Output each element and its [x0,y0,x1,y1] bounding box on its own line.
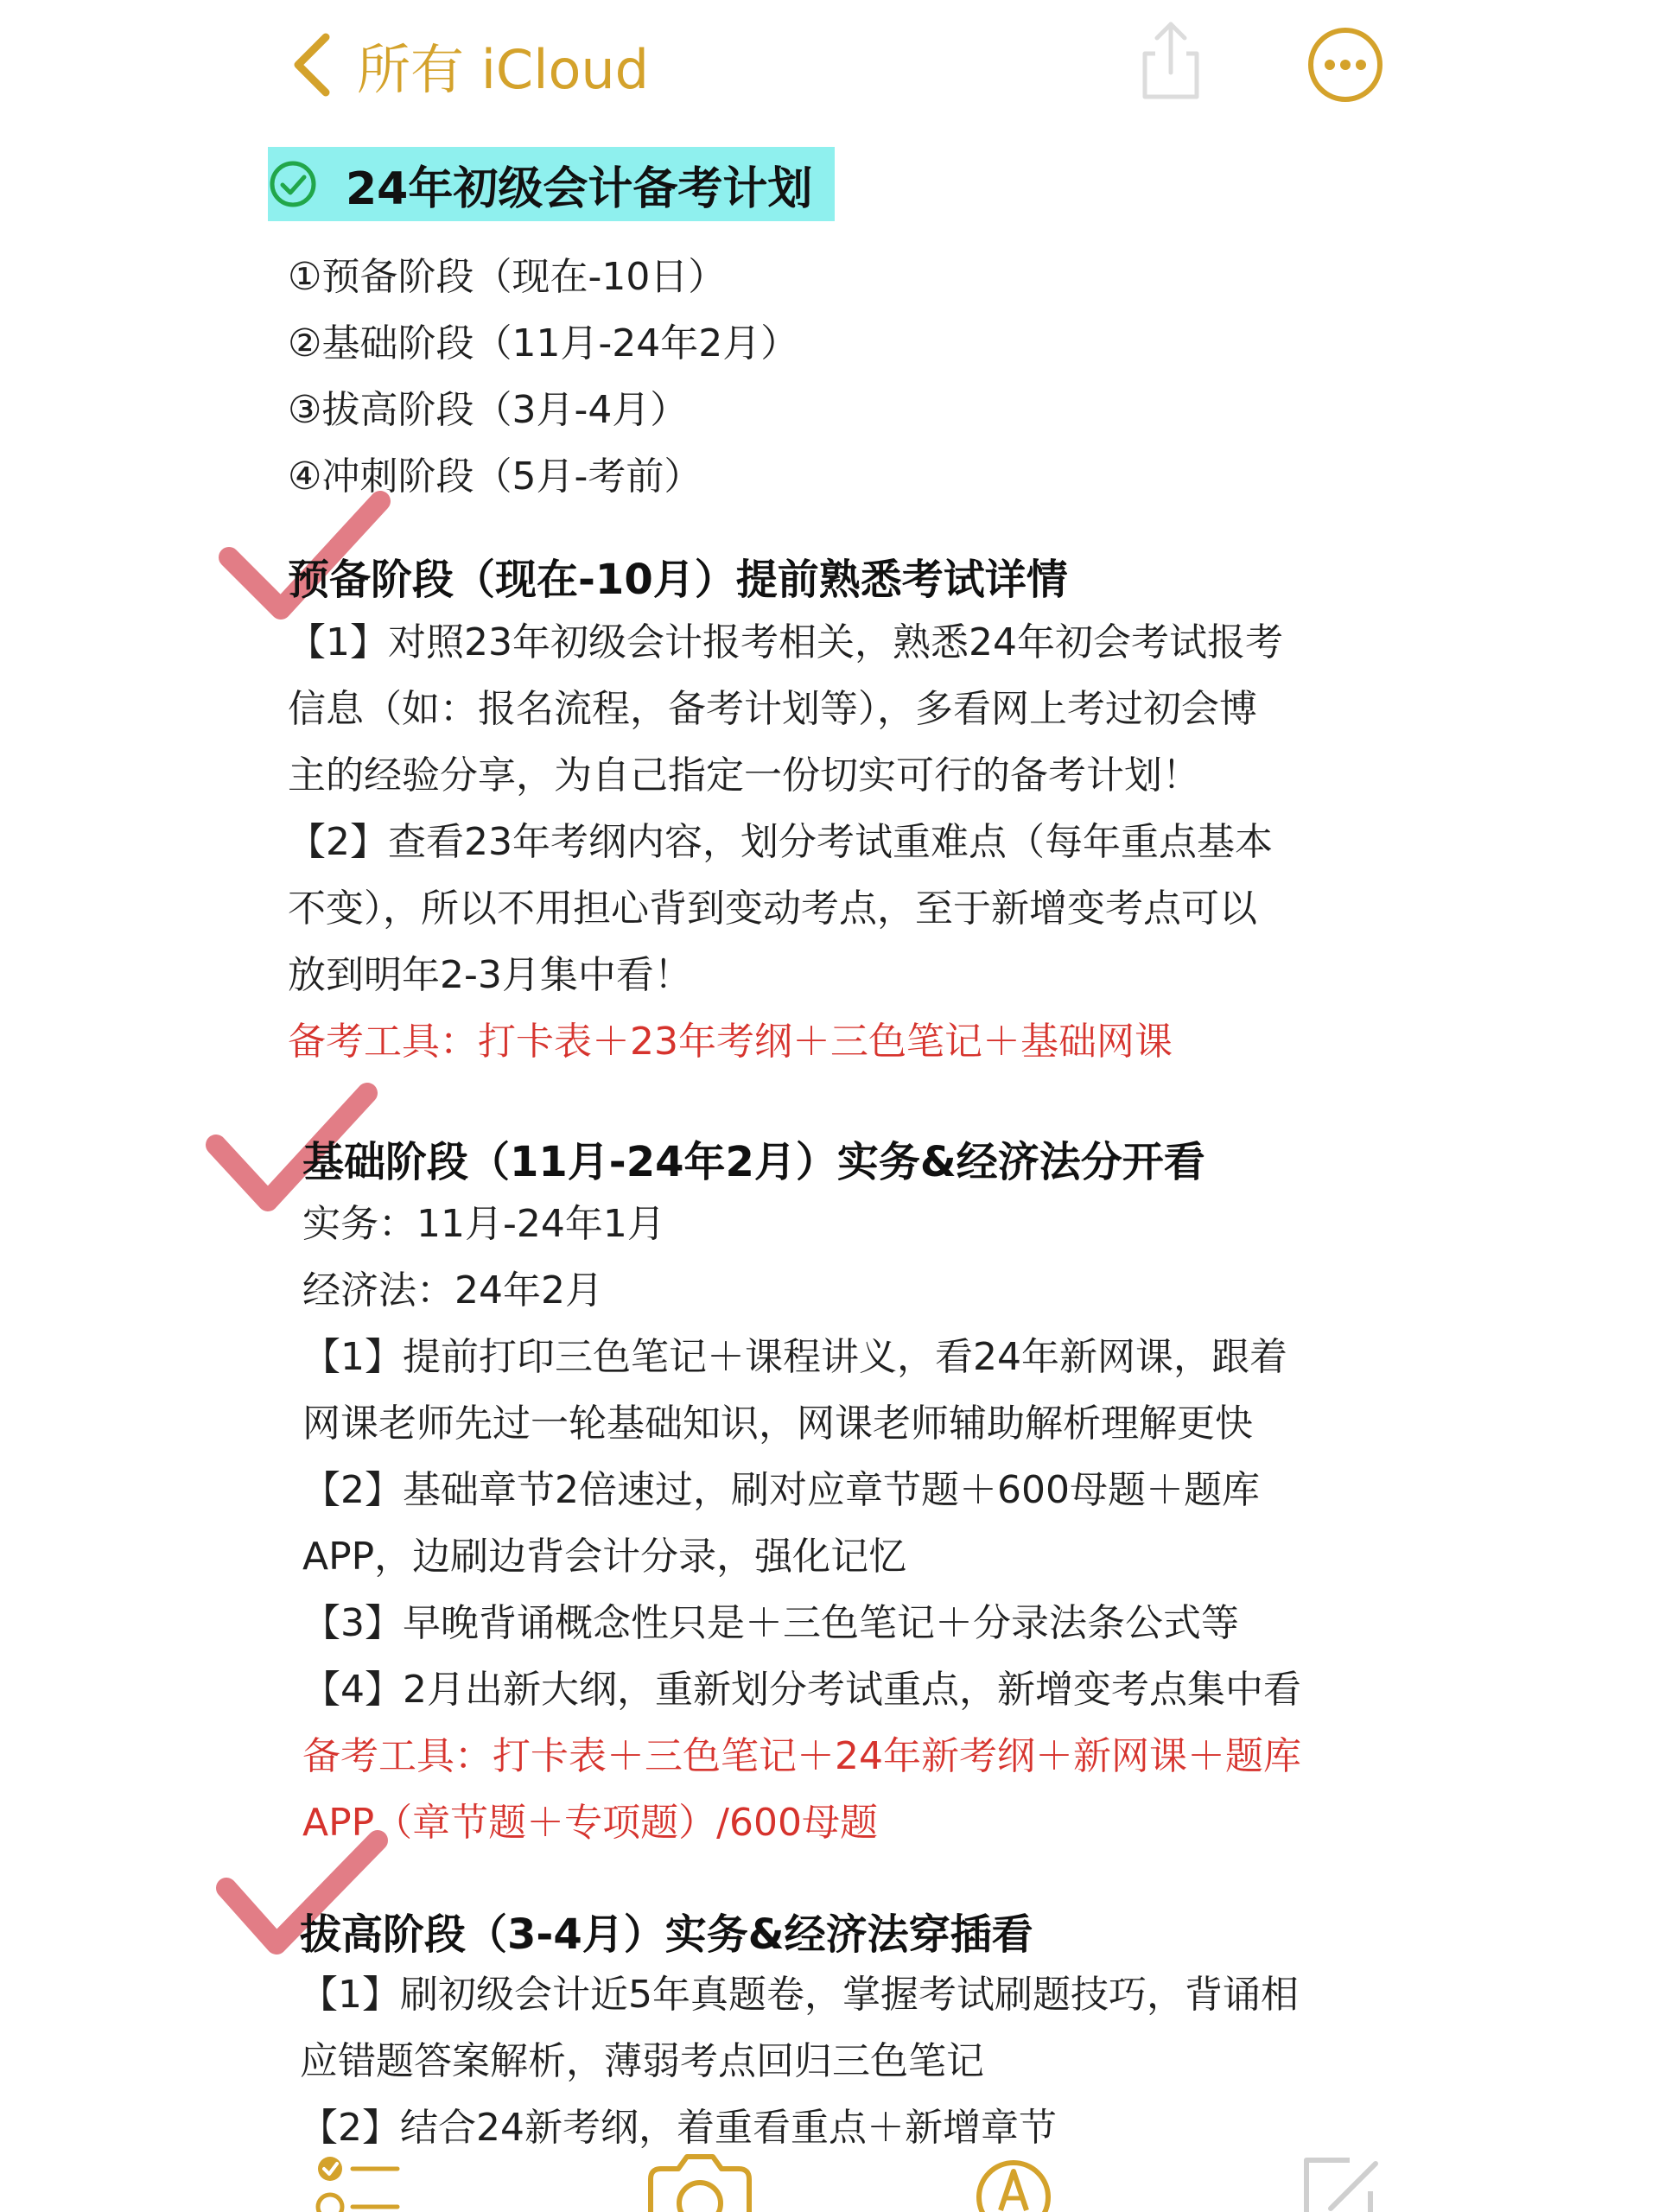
body-line: 【4】2月出新大纲，重新划分考试重点，新增变考点集中看 [302,1668,1301,1712]
section-body [300,1961,1299,2161]
body-line: 【2】查看23年考纲内容，划分考试重难点（每年重点基本 [288,820,1273,864]
bottom-toolbar [0,2143,1659,2212]
checklist-icon [311,2150,406,2212]
body-line: 放到明年2-3月集中看！ [288,953,692,997]
tools-line: APP（章节题＋专项题）/600母题 [302,1801,878,1845]
body-line: 【3】早晚背诵概念性只是＋三色笔记＋分录法条公式等 [302,1601,1239,1645]
body-line: 应错题答案解析，薄弱考点回归三色笔记 [300,2039,984,2083]
tools-line: 备考工具：打卡表＋三色笔记＋24年新考纲＋新网课＋题库 [302,1734,1301,1778]
overview-item: ②基础阶段（11月-24年2月） [288,321,799,365]
body-line: 【2】结合24新考纲，着重看重点＋新增章节 [300,2106,1057,2150]
body-line: APP，边刷边背会计分录，强化记忆 [302,1535,907,1579]
overview-item: ④冲刺阶段（5月-考前） [288,454,702,499]
body-line: 主的经验分享，为自己指定一份切实可行的备考计划！ [288,753,1200,798]
section-heading: 拔高阶段（3-4月）实务&经济法穿插看 [300,1910,1033,1959]
note-title: 24年初级会计备考计划 [346,162,813,215]
body-line: 【2】基础章节2倍速过，刷对应章节题＋600母题＋题库 [302,1468,1260,1512]
back-button-label: 所有 iCloud [357,37,650,101]
camera-icon [644,2150,756,2212]
overview-item: ①预备阶段（现在-10日） [288,255,727,299]
body-line: 经济法：24年2月 [302,1268,603,1313]
section-body [302,1191,1301,1856]
compose-button[interactable] [1296,2148,1382,2212]
section-body [288,609,1283,1075]
body-line: 【1】提前打印三色笔记＋课程讲义，看24年新网课，跟着 [302,1335,1287,1379]
section-heading: 预备阶段（现在-10月）提前熟悉考试详情 [288,556,1068,604]
compose-icon [1296,2148,1382,2212]
camera-button[interactable] [644,2150,756,2212]
body-line: 【1】刷初级会计近5年真题卷，掌握考试刷题技巧，背诵相 [300,1973,1299,2017]
body-line: 信息（如：报名流程，备考计划等），多看网上考过初会博 [288,687,1257,731]
checklist-button[interactable] [311,2150,406,2212]
markup-button[interactable] [975,2150,1052,2212]
body-line: 网课老师先过一轮基础知识，网课老师辅助解析理解更快 [302,1402,1253,1446]
note-title-row [268,147,835,221]
tools-line: 备考工具：打卡表＋23年考纲＋三色笔记＋基础网课 [288,1020,1173,1064]
checked-circle-icon[interactable] [268,159,318,209]
body-line: 不变），所以不用担心背到变动考点，至于新增变考点可以 [288,887,1257,931]
section-heading: 基础阶段（11月-24年2月）实务&经济法分开看 [302,1138,1205,1186]
overview-item: ③拔高阶段（3月-4月） [288,388,689,432]
body-line: 实务：11月-24年1月 [302,1202,665,1246]
markup-pen-icon [975,2150,1052,2212]
body-line: 【1】对照23年初级会计报考相关，熟悉24年初会考试报考 [288,620,1283,664]
